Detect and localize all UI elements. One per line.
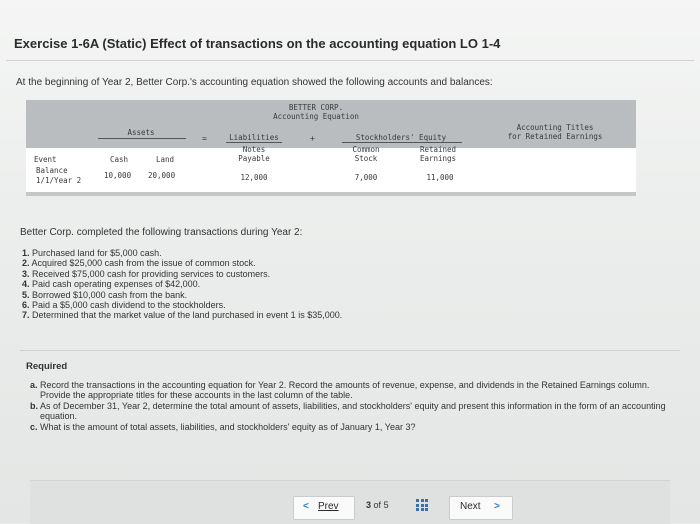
transactions-heading: Better Corp. completed the following transactions during Year 2:: [20, 227, 303, 238]
table-subtitle: Accounting Equation: [273, 112, 359, 121]
intro-text: At the beginning of Year 2, Better Corp.'s accounting equation showed the following accounts and balances:: [16, 77, 493, 88]
cash-balance: 10,000: [104, 171, 132, 180]
assets-underline: [98, 138, 186, 139]
assets-header: Assets: [127, 128, 155, 137]
retained-header-line2: Earnings: [419, 154, 457, 163]
list-item: c. What is the amount of total assets, liabilities, and stockholders' equity as of January 1, Year 3?: [30, 421, 416, 432]
list-item: 7. Determined that the market value of the land purchased in event 1 is $35,000.: [22, 310, 343, 321]
titles-header-line1: Accounting Titles: [516, 123, 594, 132]
balance-label-line2: 1/1/Year 2: [36, 176, 82, 185]
page-title: Exercise 1-6A (Static) Effect of transactions on the accounting equation LO 1-4: [14, 36, 501, 51]
chevron-left-icon: <: [303, 501, 309, 512]
list-item: b. As of December 31, Year 2, determine the total amount of assets, liabilities, and stockholders' equity and present this information in the form of an accounting equation.: [30, 400, 666, 422]
notes-header-line1: Notes: [242, 145, 266, 154]
chevron-right-icon: >: [494, 501, 500, 512]
section-divider: [20, 350, 680, 351]
title-divider: [6, 60, 694, 61]
company-name: BETTER CORP.: [288, 103, 344, 112]
prev-button[interactable]: [293, 496, 355, 520]
liabilities-underline: [226, 142, 282, 143]
list-item: 3. Received $75,000 cash for providing services to customers.: [22, 268, 271, 279]
equity-underline: [342, 142, 462, 143]
list-item: 4. Paid cash operating expenses of $42,000.: [22, 279, 201, 290]
event-header: Event: [34, 155, 57, 164]
equity-header: Stockholders' Equity: [355, 133, 447, 142]
cash-header: Cash: [109, 155, 129, 164]
required-heading: Required: [26, 361, 68, 372]
common-balance: 7,000: [354, 173, 378, 182]
transactions-list: [22, 248, 342, 321]
accounting-equation-table: [26, 100, 636, 192]
balance-label-line1: Balance: [36, 166, 68, 175]
prev-label: Prev: [318, 501, 339, 512]
retained-balance: 11,000: [426, 173, 454, 182]
notes-header-line2: Payable: [238, 154, 270, 163]
next-label: Next: [460, 501, 481, 512]
list-item: 6. Paid a $5,000 cash dividend to the stockholders.: [22, 300, 226, 311]
next-button[interactable]: [449, 496, 513, 520]
list-item: 1. Purchased land for $5,000 cash.: [22, 248, 162, 258]
land-header: Land: [155, 155, 175, 164]
land-balance: 20,000: [148, 171, 176, 180]
notes-balance: 12,000: [240, 173, 268, 182]
required-list: [30, 380, 680, 432]
equals-sign: =: [202, 134, 207, 143]
list-item: a. Record the transactions in the accounting equation for Year 2. Record the amounts of revenue, expense, and dividends in the Retained Earnings column. Provide the appropriate titles for these accounts in the last column of the table.: [30, 380, 650, 401]
plus-sign: +: [310, 134, 315, 143]
table-bottom-bar: [26, 192, 636, 196]
common-header-line1: Common: [352, 145, 380, 154]
page-indicator: 3 of 5: [366, 500, 389, 510]
grid-icon[interactable]: [416, 499, 428, 511]
list-item: 5. Borrowed $10,000 cash from the bank.: [22, 289, 188, 300]
titles-header-line2: for Retained Earnings: [507, 132, 603, 141]
list-item: 2. Acquired $25,000 cash from the issue of common stock.: [22, 258, 256, 269]
common-header-line2: Stock: [354, 154, 378, 163]
liabilities-header: Liabilities: [229, 133, 279, 142]
retained-header-line1: Retained: [419, 145, 457, 154]
